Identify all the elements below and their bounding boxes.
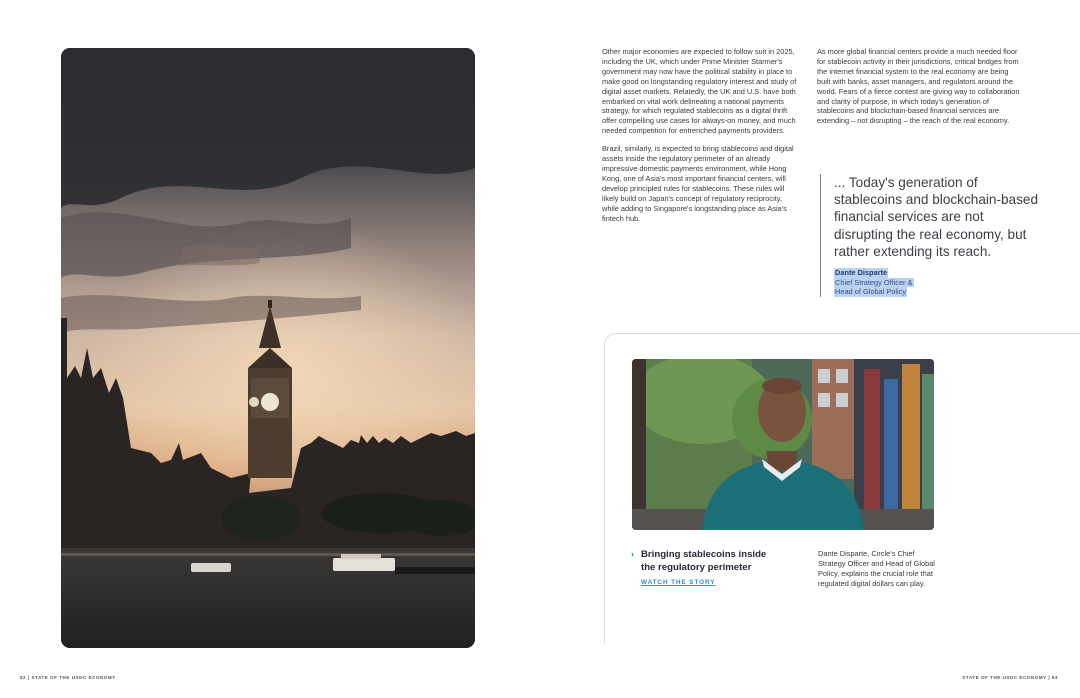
video-thumbnail[interactable] [632,359,934,530]
quote-author-role-line2: Head of Global Policy [835,287,907,297]
quote-attribution [834,268,1044,297]
big-ben-photo [61,48,475,648]
quote-text: ... Today's generation of stablecoins and blockchain-based financial services are not disrupting the real economy, but rather extending its reach. [834,175,1039,259]
paragraph: Brazil, similarly, is expected to bring stablecoins and digital assets inside the regulatory perimeter of an already impressive domestic payments environment, while Hong Kong, one of Asia's most important financial centers, will develop principled rules for stablecoins. These rules will likely build on Japan's concept of regulatory reciprocity, while adding to Singapore's longstanding place as Asia's fintech hub. [602,144,794,223]
quote-author-name: Dante Disparte [835,268,888,278]
quote-author-role-line1: Chief Strategy Officer & [835,277,913,287]
watch-story-link[interactable]: WATCH THE STORY [641,579,716,586]
pull-quote [820,174,1044,297]
footer-left: 62 | STATE OF THE USDC ECONOMY [20,675,116,680]
chevron-right-icon: › [631,549,634,559]
video-title: Bringing stablecoins inside the regulatory perimeter [641,549,767,573]
body-column-left [602,47,800,231]
paragraph: Other major economies are expected to follow suit in 2025, including the UK, which under Prime Minister Starmer's government may now have the political stability in place to make good on longstanding regulatory interest and study of digital asset markets. Relatedly, the UK and U.S. have both embarked on vital work delineating a national payments strategy, for which regulated stablecoins as a digital thrift offer compelling use cases for always-on money, and much needed competition for entrenched payments providers. [602,47,797,136]
paragraph: As more global financial centers provide a much needed floor for stablecoin activity in their jurisdictions, critical bridges from the internet financial system to the real economy are being built with banks, asset managers, and regulators around the world. Fears of a fierce contest are giving way to collaboration and clarity of purpose, in which today's generation of stablecoins and blockchain-based financial services are extending – not disrupting – the reach of the real economy. [817,47,1020,126]
video-description: Dante Disparte, Circle's Chief Strategy Officer and Head of Global Policy, explains the crucial role that regulated digital dollars can play. [818,549,935,588]
body-column-right [817,47,1021,134]
footer-right: STATE OF THE USDC ECONOMY | 63 [962,675,1058,680]
